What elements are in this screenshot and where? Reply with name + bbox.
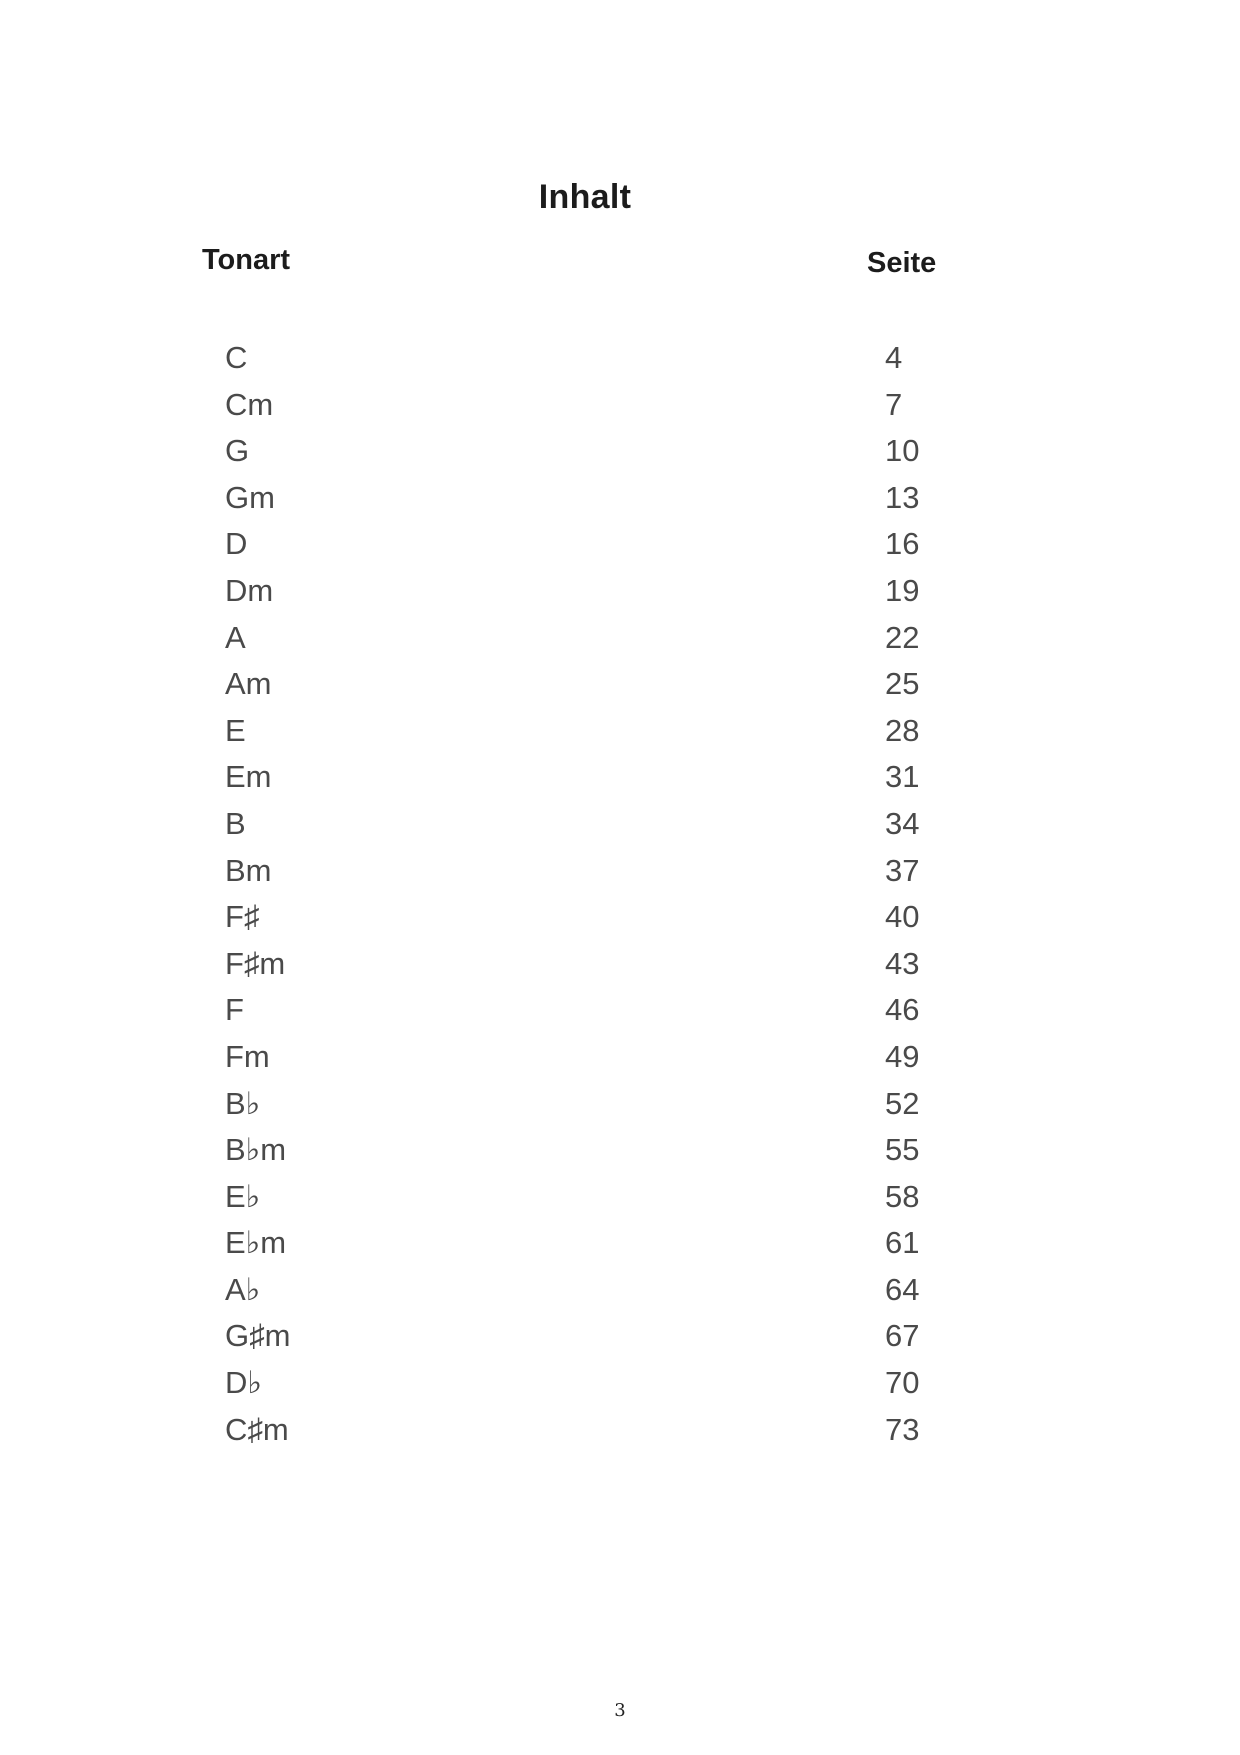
toc-row <box>0 1313 1240 1360</box>
column-header-key: Tonart <box>202 244 291 276</box>
toc-row <box>0 987 1240 1034</box>
toc-row <box>0 848 1240 895</box>
toc-key: F♯ <box>225 899 260 935</box>
toc-row <box>0 754 1240 801</box>
toc-key: Em <box>225 759 272 795</box>
toc-key: Gm <box>225 479 275 515</box>
toc-page-number: 67 <box>885 1318 920 1354</box>
toc-page-number: 73 <box>885 1411 920 1447</box>
toc-row <box>0 708 1240 755</box>
toc-page-number: 16 <box>885 526 920 562</box>
toc-key: Am <box>225 666 272 702</box>
toc-page-number: 46 <box>885 992 920 1028</box>
toc-row <box>0 801 1240 848</box>
toc-row <box>0 615 1240 662</box>
toc-page-number: 13 <box>885 479 920 515</box>
toc-row <box>0 1034 1240 1081</box>
toc-page-number: 49 <box>885 1038 920 1074</box>
toc-row <box>0 428 1240 475</box>
toc-key: Bm <box>225 852 272 888</box>
toc-row <box>0 1360 1240 1407</box>
toc-page-number: 52 <box>885 1085 920 1121</box>
toc-page-number: 22 <box>885 619 920 655</box>
toc-row <box>0 1127 1240 1174</box>
toc-page-number: 28 <box>885 712 920 748</box>
toc-row <box>0 475 1240 522</box>
column-header-page: Seite <box>867 247 937 279</box>
page-title: Inhalt <box>538 178 632 216</box>
toc-row <box>0 568 1240 615</box>
toc-key: F♯m <box>225 945 286 981</box>
toc-page-number: 40 <box>885 899 920 935</box>
toc-page-number: 4 <box>885 340 903 375</box>
toc-row <box>0 335 1240 382</box>
toc-key: F <box>225 992 244 1028</box>
toc-row <box>0 941 1240 988</box>
toc-row <box>0 894 1240 941</box>
toc-page-number: 37 <box>885 852 920 888</box>
toc-row <box>0 1081 1240 1128</box>
toc-key: E <box>225 712 246 748</box>
toc-key: B♭ <box>225 1085 261 1121</box>
toc-row <box>0 1174 1240 1221</box>
toc-key: E♭ <box>225 1178 261 1214</box>
toc-page-number: 43 <box>885 945 920 981</box>
toc-row <box>0 521 1240 568</box>
toc-page-number: 25 <box>885 666 920 702</box>
toc-key: D <box>225 526 248 562</box>
toc-page-number: 10 <box>885 433 920 469</box>
toc-key: Cm <box>225 386 274 422</box>
toc-key: C <box>225 340 248 375</box>
toc-key: C♯m <box>225 1411 289 1447</box>
page-number: 3 <box>614 1700 626 1721</box>
toc-page-number: 61 <box>885 1225 920 1261</box>
toc-page-number: 19 <box>885 572 920 608</box>
toc-key: D♭ <box>225 1365 263 1401</box>
toc-row <box>0 382 1240 429</box>
toc-page-number: 64 <box>885 1271 920 1307</box>
toc-key: Dm <box>225 572 274 608</box>
toc-row <box>0 1267 1240 1314</box>
toc-key: B <box>225 805 246 841</box>
toc-page-number: 7 <box>885 386 903 422</box>
toc-page-number: 58 <box>885 1178 920 1214</box>
toc-page-number: 55 <box>885 1132 920 1168</box>
toc-key: A♭ <box>225 1271 261 1307</box>
table-of-contents <box>0 335 1240 1453</box>
toc-page-number: 34 <box>885 805 920 841</box>
toc-row <box>0 661 1240 708</box>
toc-page-number: 70 <box>885 1365 920 1401</box>
toc-row <box>0 1220 1240 1267</box>
toc-page-number: 31 <box>885 759 920 795</box>
toc-key: G <box>225 433 250 469</box>
toc-key: B♭m <box>225 1132 287 1168</box>
toc-key: G♯m <box>225 1318 291 1354</box>
toc-key: Fm <box>225 1038 270 1074</box>
toc-key: A <box>225 619 246 655</box>
toc-row <box>0 1407 1240 1454</box>
toc-key: E♭m <box>225 1225 287 1261</box>
